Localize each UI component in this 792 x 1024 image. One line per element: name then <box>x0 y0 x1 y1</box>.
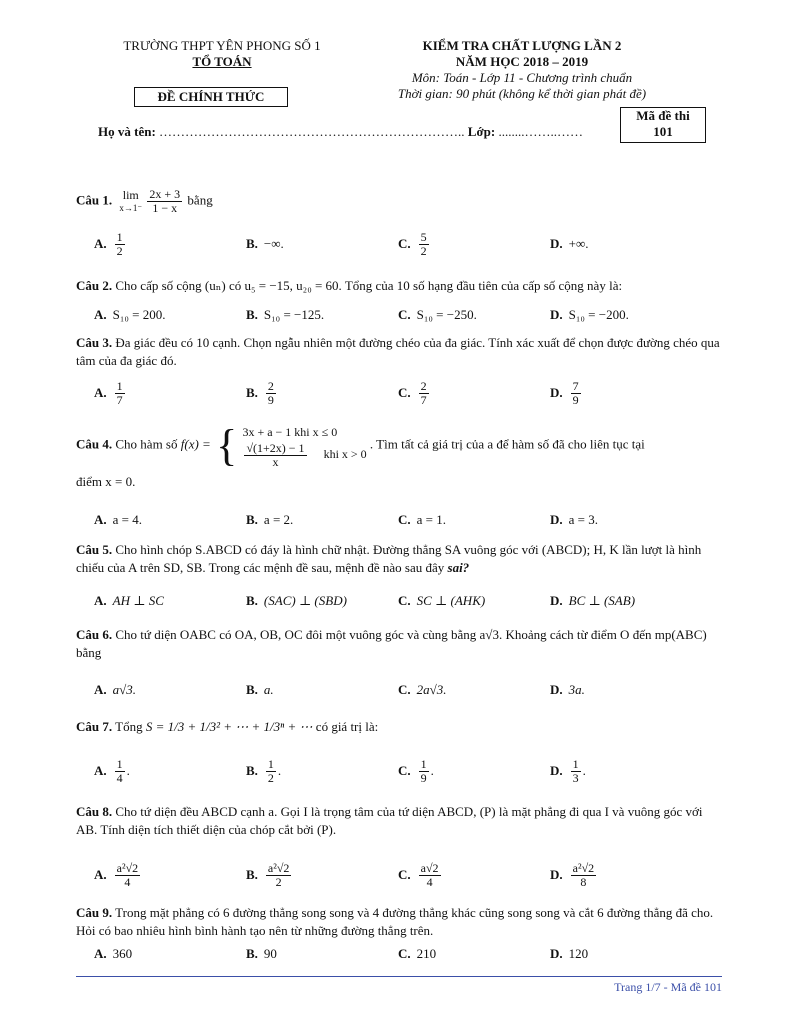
fraction-numerator: 1 <box>116 378 123 393</box>
option-value: (SAC) ⊥ (SBD) <box>263 593 347 608</box>
question-text: Đa giác đều có 10 cạnh. Chọn ngẫu nhiên một đường chéo của đa giác. Tính xác xuất để chọn được đường chéo qua tâm của đa giác đó. <box>76 335 720 368</box>
option-value: −∞. <box>263 236 284 251</box>
option-fraction <box>419 758 429 785</box>
option-a[interactable] <box>94 380 127 406</box>
options-q2 <box>0 302 792 328</box>
option-d[interactable] <box>550 588 635 614</box>
question-label: Câu 9. <box>76 905 113 920</box>
school-header <box>92 38 352 70</box>
option-fraction <box>266 862 292 889</box>
fraction-denominator: 7 <box>116 392 123 407</box>
option-value: a = 3. <box>568 512 598 527</box>
option-key: C. <box>398 236 411 251</box>
option-b[interactable] <box>246 588 347 614</box>
option-value: a = 4. <box>112 512 142 527</box>
fraction-numerator: 1 <box>116 229 123 244</box>
option-value: a = 2. <box>263 512 294 527</box>
question-7 <box>76 718 726 736</box>
option-key: D. <box>550 682 563 697</box>
options-q9 <box>0 941 792 967</box>
option-fraction <box>266 758 276 785</box>
option-d[interactable] <box>550 380 583 406</box>
class-dots: ........……..…… <box>498 124 583 139</box>
option-b[interactable] <box>246 231 284 257</box>
limit-subscript: x→1⁻ <box>119 202 143 213</box>
option-key: A. <box>94 946 107 961</box>
option-value: AH ⊥ SC <box>112 593 164 608</box>
option-key: D. <box>550 763 563 778</box>
exam-code-box <box>620 107 706 143</box>
question-text: Cho tứ diện OABC có OA, OB, OC đôi một vuông góc và cùng bằng a√3. Khoảng cách từ điểm O đến mp(ABC) bằng <box>76 627 707 660</box>
question-text: Cho tứ diện đều ABCD cạnh a. Gọi I là trọng tâm của tứ diện ABCD, (P) là mặt phẳng đi qua I và vuông góc với AB. Tính diện tích thiết diện của chóp cắt bởi (P). <box>76 804 703 837</box>
option-b[interactable] <box>246 302 324 328</box>
fraction-numerator: 2 <box>267 378 274 393</box>
option-value: 360 <box>112 946 133 961</box>
option-key: B. <box>246 867 258 882</box>
fraction-numerator: a²√2 <box>572 860 595 875</box>
piecewise-cases <box>242 422 366 469</box>
option-suffix: . <box>430 763 434 778</box>
option-c[interactable] <box>398 588 485 614</box>
case-2-fraction <box>244 442 306 469</box>
fraction-numerator: √(1+2x) − 1 <box>246 441 305 455</box>
option-key: C. <box>398 512 411 527</box>
option-key: D. <box>550 593 563 608</box>
option-key: B. <box>246 307 258 322</box>
fraction-denominator: 7 <box>420 392 427 407</box>
option-b[interactable] <box>246 941 277 967</box>
question-label: Câu 1. <box>76 192 113 208</box>
option-key: B. <box>246 682 258 697</box>
question-label: Câu 7. <box>76 719 113 734</box>
option-key: B. <box>246 763 258 778</box>
option-fraction <box>115 862 141 889</box>
option-b[interactable] <box>246 862 293 888</box>
option-value: 3a. <box>568 682 585 697</box>
question-9 <box>76 904 726 940</box>
question-text: Trong mặt phẳng có 6 đường thẳng song song và 4 đường thẳng khác cũng song song và cắt 6 đường thẳng đã cho. Hỏi có bao nhiêu hình bình hành tạo nên từ những đường thẳng trên. <box>76 905 714 938</box>
option-key: C. <box>398 867 411 882</box>
option-key: A. <box>94 682 107 697</box>
option-key: B. <box>246 385 258 400</box>
fraction-numerator: 2x + 3 <box>149 187 181 201</box>
option-key: A. <box>94 867 107 882</box>
fraction-denominator: 2 <box>275 874 282 889</box>
option-key: B. <box>246 593 258 608</box>
series-expression: S = 1/3 + 1/3² + ⋯ + 1/3ⁿ + ⋯ <box>145 719 313 734</box>
option-value: S₁₀ = 200. <box>112 307 166 322</box>
department-name: TỔ TOÁN <box>192 54 252 69</box>
option-fraction <box>571 380 581 407</box>
fraction-numerator: a²√2 <box>267 860 290 875</box>
option-b[interactable] <box>246 380 278 406</box>
question-text-cont: . Tìm tất cả giá trị của a để hàm số đã cho liên tục tại <box>369 436 645 452</box>
limit-symbol: lim <box>122 187 139 202</box>
student-info-line <box>98 124 583 140</box>
option-key: C. <box>398 763 411 778</box>
option-d[interactable] <box>550 862 598 888</box>
question-label: Câu 8. <box>76 804 113 819</box>
option-d[interactable] <box>550 758 586 784</box>
exam-title: KIỂM TRA CHẤT LƯỢNG LẦN 2 <box>422 38 622 53</box>
question-text: Tổng <box>115 719 143 734</box>
question-text-end: bằng <box>187 192 213 208</box>
option-d[interactable] <box>550 677 585 703</box>
question-label: Câu 2. <box>76 278 113 293</box>
question-text: Cho hàm số <box>115 436 178 452</box>
fraction-numerator: 1 <box>420 756 427 771</box>
options-q6 <box>0 677 792 703</box>
fraction-numerator: a²√2 <box>116 860 139 875</box>
fraction-denominator: 2 <box>267 770 274 785</box>
case-2-condition: khi x > 0 <box>323 447 367 462</box>
options-q1 <box>0 231 792 257</box>
option-key: D. <box>550 946 563 961</box>
option-value: SC ⊥ (AHK) <box>416 593 486 608</box>
option-c[interactable] <box>398 862 443 888</box>
question-emphasis: sai? <box>447 560 470 575</box>
fraction-denominator: 4 <box>124 874 131 889</box>
question-text: Cho hình chóp S.ABCD có đáy là hình chữ nhật. Đường thẳng SA vuông góc với (ABCD); H, K lần lượt là hình chiếu của A trên SD, SB. Trong các mệnh đề sau, mệnh đề nào sau đây <box>76 542 702 575</box>
option-d[interactable] <box>550 507 598 533</box>
fraction-denominator: 1 − x <box>152 201 178 215</box>
name-label: Họ và tên: <box>98 124 156 139</box>
function-name: f(x) = <box>180 436 211 452</box>
option-key: C. <box>398 946 411 961</box>
option-fraction <box>571 758 581 785</box>
option-value: S₁₀ = −200. <box>568 307 629 322</box>
question-label: Câu 3. <box>76 335 113 350</box>
option-fraction <box>115 380 125 407</box>
option-key: C. <box>398 593 411 608</box>
option-value: +∞. <box>568 236 589 251</box>
option-a[interactable] <box>94 507 142 533</box>
question-text-end: điểm x = 0. <box>76 474 136 489</box>
piecewise-brace: { <box>216 420 238 470</box>
option-key: A. <box>94 385 107 400</box>
option-key: D. <box>550 867 563 882</box>
option-d[interactable] <box>550 941 588 967</box>
fraction-denominator: 9 <box>420 770 427 785</box>
option-key: D. <box>550 307 563 322</box>
fraction-denominator: 9 <box>267 392 274 407</box>
option-a[interactable] <box>94 941 132 967</box>
fraction-numerator: 5 <box>420 229 427 244</box>
options-q7 <box>0 758 792 784</box>
option-c[interactable] <box>398 677 447 703</box>
question-1 <box>76 188 726 215</box>
option-suffix: . <box>277 763 282 778</box>
option-value: S₁₀ = −250. <box>416 307 477 322</box>
option-suffix: . <box>582 763 586 778</box>
fraction-denominator: 9 <box>572 392 579 407</box>
option-fraction <box>115 231 125 258</box>
option-c[interactable] <box>398 231 431 257</box>
footer-divider <box>76 976 722 977</box>
option-key: C. <box>398 385 411 400</box>
option-key: B. <box>246 512 258 527</box>
subject-line: Môn: Toán - Lớp 11 - Chương trình chuẩn <box>411 70 633 85</box>
fraction-numerator: 1 <box>572 756 579 771</box>
option-key: C. <box>398 307 411 322</box>
option-key: A. <box>94 763 107 778</box>
fraction-numerator: 2 <box>420 378 427 393</box>
fraction-denominator: 8 <box>580 874 587 889</box>
option-c[interactable] <box>398 380 431 406</box>
question-4 <box>76 422 726 491</box>
option-key: A. <box>94 307 107 322</box>
exam-code-value: 101 <box>653 124 673 139</box>
fraction-denominator: 2 <box>116 243 123 258</box>
option-a[interactable] <box>94 862 142 888</box>
fraction-denominator: x <box>272 455 279 469</box>
option-b[interactable] <box>246 507 293 533</box>
option-value: 2a√3. <box>416 682 447 697</box>
option-key: A. <box>94 593 107 608</box>
option-d[interactable] <box>550 302 629 328</box>
question-5 <box>76 541 726 577</box>
question-label: Câu 4. <box>76 436 113 452</box>
option-c[interactable] <box>398 941 436 967</box>
fraction-numerator: 7 <box>572 378 579 393</box>
option-a[interactable] <box>94 302 166 328</box>
option-fraction <box>571 862 597 889</box>
option-key: A. <box>94 236 107 251</box>
option-fraction <box>419 862 441 889</box>
option-fraction <box>419 231 429 258</box>
exam-code-label: Mã đề thi <box>636 108 690 123</box>
question-label: Câu 5. <box>76 542 113 557</box>
class-label: Lớp: <box>467 124 496 139</box>
name-dots: …………………………………………………………….. <box>159 124 465 139</box>
option-a[interactable] <box>94 588 164 614</box>
case-2 <box>242 442 366 469</box>
option-value: BC ⊥ (SAB) <box>568 593 636 608</box>
fraction-numerator: a√2 <box>420 860 439 875</box>
option-a[interactable] <box>94 677 136 703</box>
option-value: 210 <box>416 946 437 961</box>
options-q8 <box>0 862 792 888</box>
option-key: C. <box>398 682 411 697</box>
school-name: TRƯỜNG THPT YÊN PHONG SỐ 1 <box>123 38 321 53</box>
official-label: ĐỀ CHÍNH THỨC <box>134 87 288 107</box>
option-value: S₁₀ = −125. <box>263 307 325 322</box>
option-b[interactable] <box>246 677 274 703</box>
question-2 <box>76 277 726 295</box>
option-key: B. <box>246 946 258 961</box>
question-3 <box>76 334 726 370</box>
school-year: NĂM HỌC 2018 – 2019 <box>455 54 589 69</box>
option-c[interactable] <box>398 302 477 328</box>
option-key: A. <box>94 512 107 527</box>
option-value: a. <box>263 682 274 697</box>
option-fraction <box>266 380 276 407</box>
options-q5 <box>0 588 792 614</box>
question-text: Cho cấp số cộng (uₙ) có u₅ = −15, u₂₀ = 60. Tổng của 10 số hạng đầu tiên của cấp số cộng này là: <box>115 278 623 293</box>
fraction-denominator: 4 <box>116 770 123 785</box>
option-a[interactable] <box>94 758 130 784</box>
option-key: D. <box>550 512 563 527</box>
option-value: 90 <box>263 946 277 961</box>
page-footer: Trang 1/7 - Mã đề 101 <box>614 980 722 994</box>
exam-header <box>372 38 672 102</box>
fraction-denominator: 3 <box>572 770 579 785</box>
option-value: 120 <box>568 946 589 961</box>
option-suffix: . <box>126 763 130 778</box>
option-a[interactable] <box>94 231 127 257</box>
time-line: Thời gian: 90 phút (không kể thời gian phát đề) <box>397 86 647 101</box>
option-key: B. <box>246 236 258 251</box>
options-q4 <box>0 507 792 533</box>
option-c[interactable] <box>398 758 434 784</box>
fraction-numerator: 1 <box>267 756 274 771</box>
option-key: D. <box>550 385 563 400</box>
option-value: a√3. <box>112 682 137 697</box>
option-key: D. <box>550 236 563 251</box>
limit-fraction <box>147 188 182 215</box>
option-fraction <box>115 758 125 785</box>
question-6 <box>76 626 726 662</box>
option-b[interactable] <box>246 758 281 784</box>
case-1: 3x + a − 1 khi x ≤ 0 <box>242 425 338 439</box>
fraction-denominator: 4 <box>426 874 433 889</box>
option-value: a = 1. <box>416 512 446 527</box>
question-label: Câu 6. <box>76 627 113 642</box>
fraction-denominator: 2 <box>420 243 427 258</box>
fraction-numerator: 1 <box>116 756 123 771</box>
option-d[interactable] <box>550 231 589 257</box>
question-8 <box>76 803 726 839</box>
option-fraction <box>419 380 429 407</box>
question-text-end: có giá trị là: <box>315 719 379 734</box>
options-q3 <box>0 380 792 406</box>
option-c[interactable] <box>398 507 446 533</box>
